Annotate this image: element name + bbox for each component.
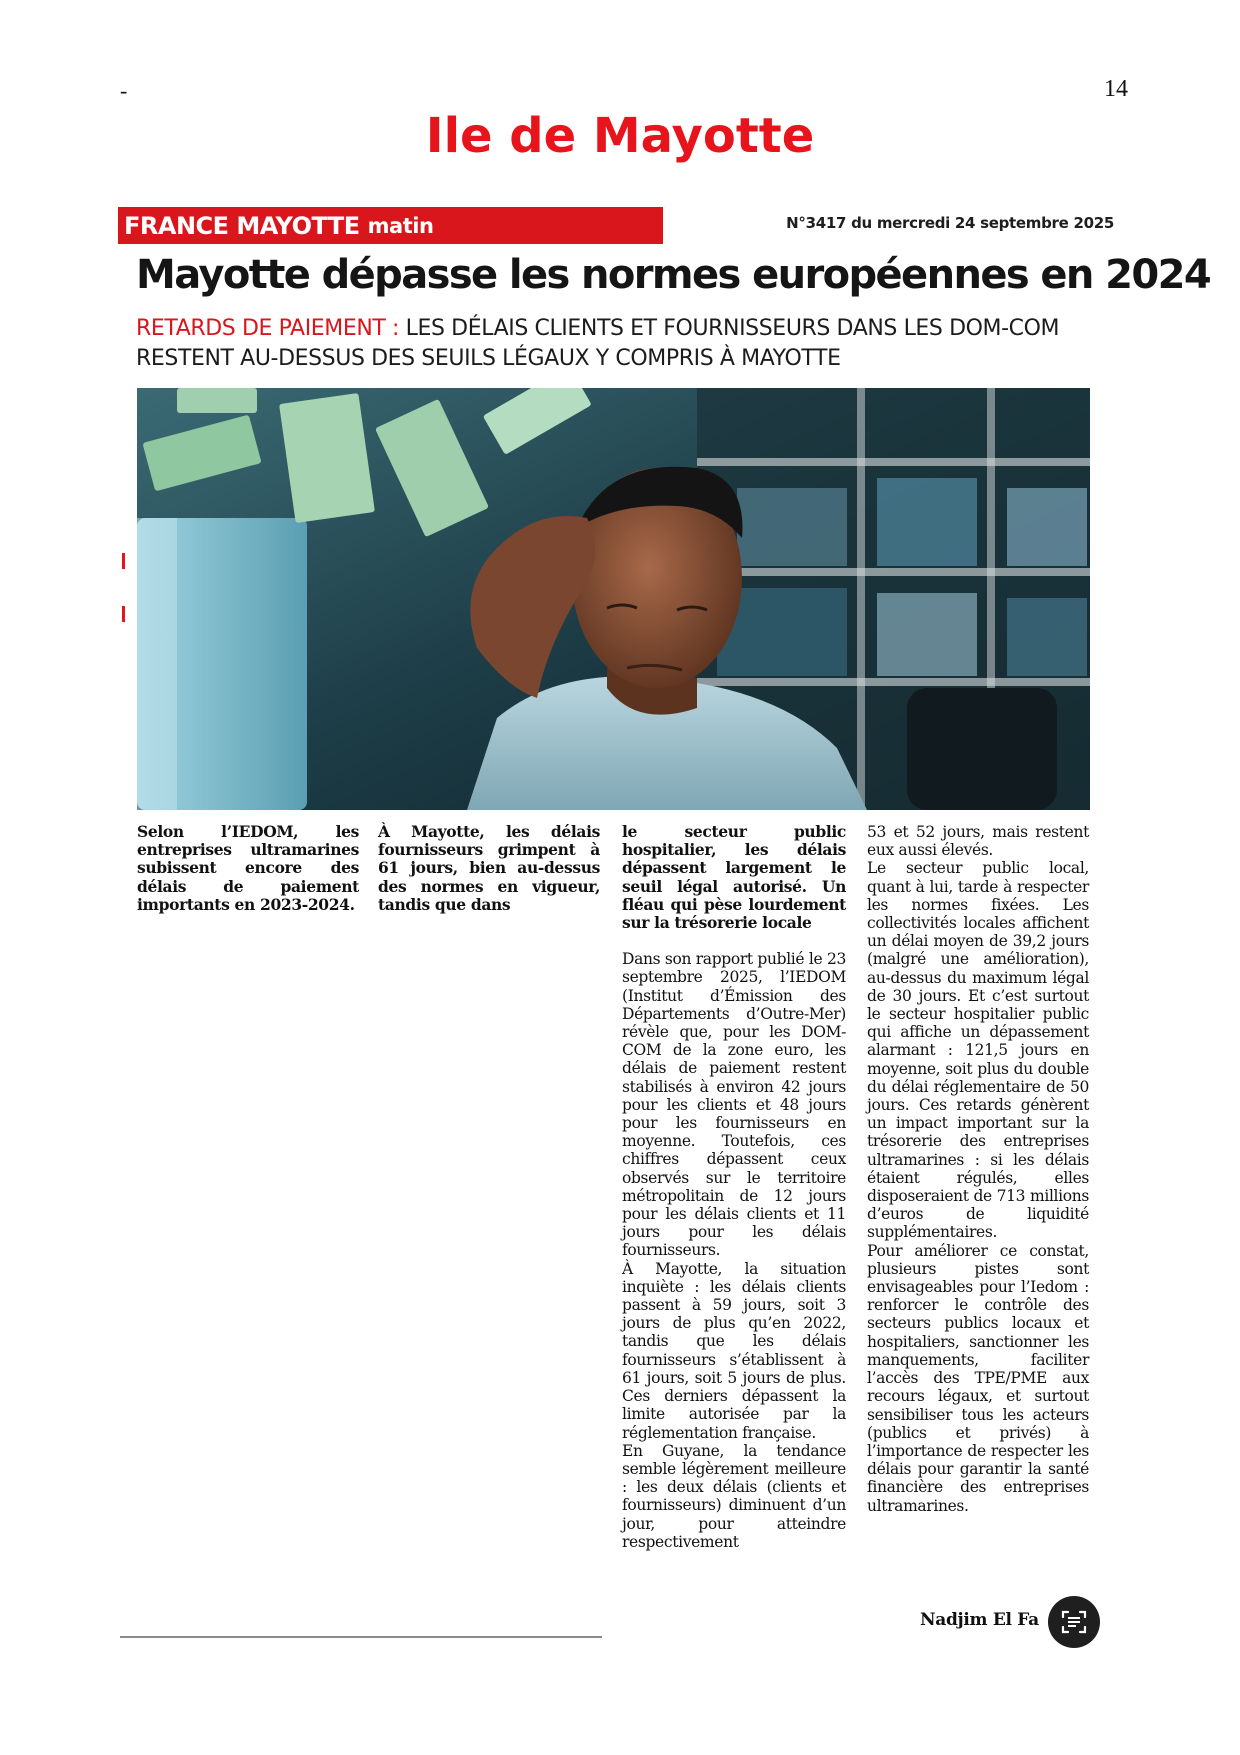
lead-paragraph-1: Selon l’IEDOM, les entreprises ultramarines subissent encore des délais de paiement importants en 2023-2024. [137, 822, 359, 914]
text-scan-icon [1060, 1608, 1088, 1636]
margin-mark [122, 553, 125, 569]
issue-line: N°3417 du mercredi 24 septembre 2025 [786, 214, 1114, 232]
newspaper-brand-sub: matin [367, 213, 434, 238]
article-column-4 [867, 823, 1089, 1515]
article-column-2 [378, 823, 600, 914]
article-subhead [136, 314, 1096, 374]
body-paragraph: En Guyane, la tendance semble légèrement meilleure : les deux délais (clients et fournisseurs) diminuent d’un jour, pour atteindre respectivement [622, 1441, 846, 1551]
body-paragraph: Dans son rapport publié le 23 septembre 2025, l’IEDOM (Institut d’Émission des Départements d’Outre-Mer) révèle que, pour les DOM-COM de la zone euro, les délais de paiement restent stabilisés à environ 42 jours pour les clients et 48 jours pour les fournisseurs en moyenne. Toutefois, ces chiffres dépassent ceux observés sur le territoire métropolitain de 12 jours pour les délais clients et 11 jours pour les délais fournisseurs. [622, 950, 846, 1260]
margin-mark [122, 606, 125, 622]
newspaper-brand: FRANCE MAYOTTE [124, 211, 360, 240]
lead-paragraph-2: À Mayotte, les délais fournisseurs grimpent à 61 jours, bien au-dessus des normes en vigueur, tandis que dans [378, 822, 600, 914]
newspaper-masthead [118, 207, 663, 244]
article-byline: Nadjim El Fa [920, 1610, 1039, 1630]
article-photo [137, 388, 1090, 810]
subhead-text: LES DÉLAIS CLIENTS ET FOURNISSEURS DANS LES DOM-COM RESTENT AU-DESSUS DES SEUILS LÉGAUX Y COMPRIS À MAYOTTE [136, 316, 1060, 371]
bottom-rule [120, 1636, 602, 1638]
page-number: 14 [1104, 76, 1128, 102]
page-dash: - [120, 78, 128, 103]
article-column-3 [622, 823, 846, 1551]
body-paragraph: À Mayotte, la situation inquiète : les délais clients passent à 59 jours, soit 3 jours de plus qu’en 2022, tandis que les délais fournisseurs s’établissent à 61 jours, soit 5 jours de plus. Ces derniers dépassent la limite autorisée par la réglementation française. [622, 1259, 846, 1442]
body-paragraph: 53 et 52 jours, mais restent eux aussi élevés. [867, 823, 1089, 860]
article-headline: Mayotte dépasse les normes européennes en 2024 [136, 252, 1211, 298]
subhead-kicker: RETARDS DE PAIEMENT : [136, 316, 400, 341]
body-paragraph: Pour améliorer ce constat, plusieurs pistes sont envisageables pour l’Iedom : renforcer le contrôle des secteurs publics locaux et hospitaliers, sanctionner les manquements, faciliter l’accès des TPE/PME aux recours légaux, et surtout sensibiliser tous les acteurs (publics et privés) à l’importance de respecter les délais pour garantir la santé financière des entreprises ultramarines. [867, 1241, 1089, 1515]
page-title: Ile de Mayotte [425, 108, 815, 164]
lead-paragraph-3: le secteur public hospitalier, les délais dépassent largement le seuil légal autorisé. Un fléau qui pèse lourdement sur la trésorerie locale [622, 822, 846, 933]
body-paragraph: Le secteur public local, quant à lui, tarde à respecter les normes fixées. Les collectivités locales affichent un délai moyen de 39,2 jours (malgré une amélioration), au-dessus du maximum légal de 30 jours. Et c’est surtout le secteur hospitalier public qui affiche un dépassement alarmant : 121,5 jours en moyenne, soit plus du double du délai réglementaire de 50 jours. Ces retards génèrent un impact important sur la trésorerie des entreprises ultramarines : si les délais étaient régulés, elles disposeraient de 713 millions d’euros de liquidité supplémentaires. [867, 859, 1089, 1242]
article-column-1 [137, 823, 359, 914]
stressed-man-illustration [137, 388, 1090, 810]
text-scan-button[interactable] [1048, 1596, 1100, 1648]
